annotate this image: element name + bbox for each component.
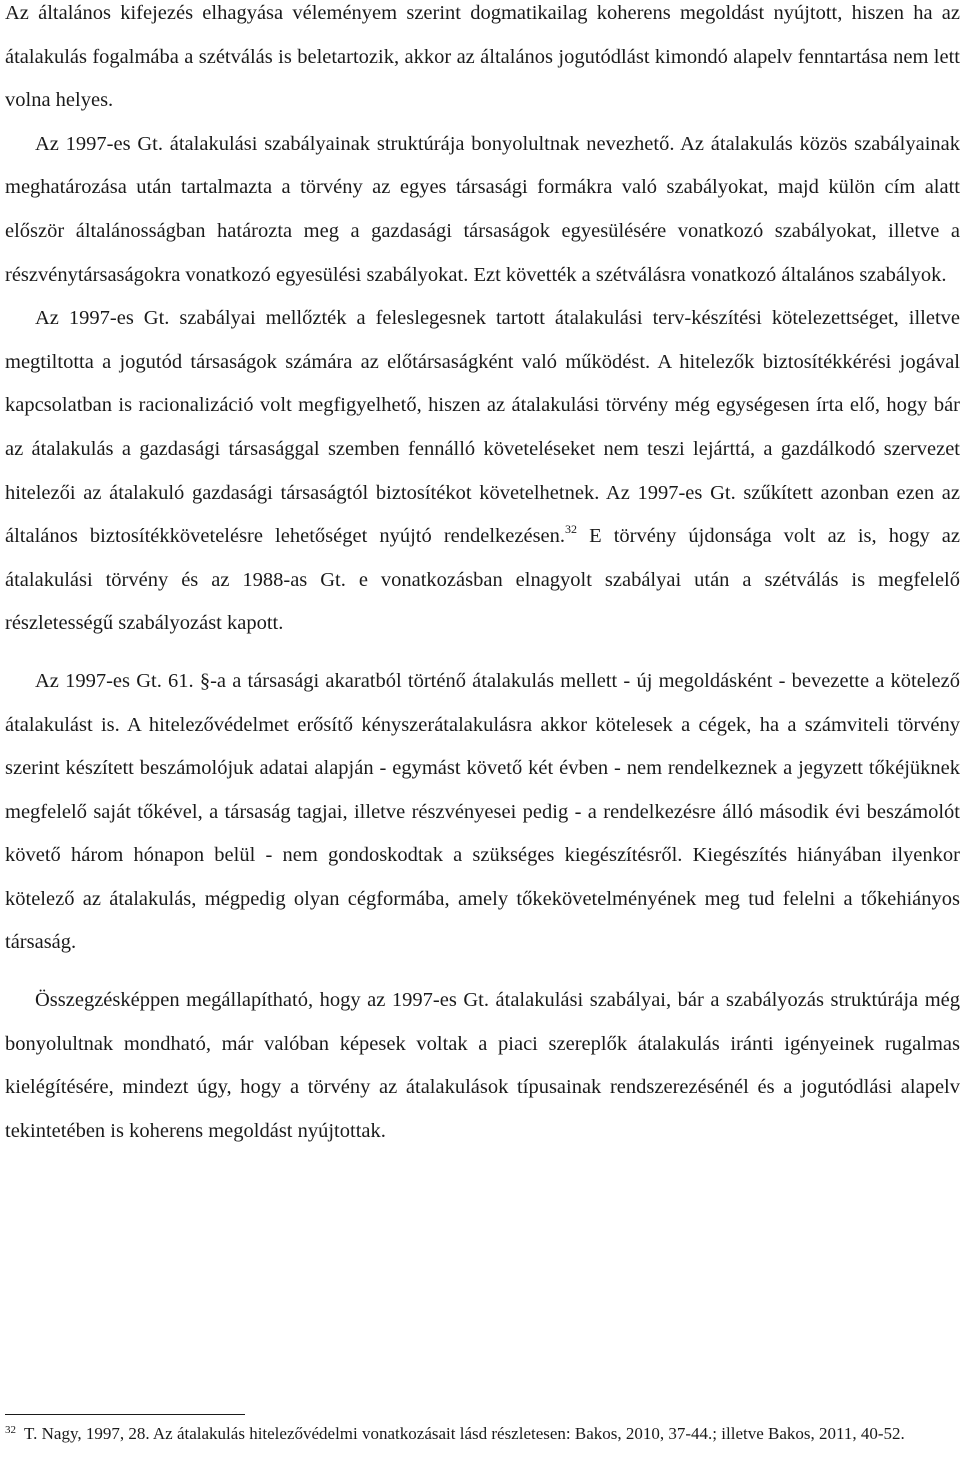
paragraph-1: Az általános kifejezés elhagyása véleményem szerint dogmatikailag koherens megoldást nyújtott, hiszen ha az átalakulás fogalmába a szétválás is beletartozik, akkor az általános jogutódlást kimondó alapelv fenntartása nem lett volna helyes. xyxy=(5,2,960,112)
footnote-number: 32 xyxy=(5,1424,16,1436)
paragraph-3-text-after: E törvény újdonsága volt az is, hogy az átalakulási törvény és az 1988-as Gt. e vonatkozásban elnagyolt szabályai után a szétválás is megfelelő részletességű szabályozást kapott. xyxy=(5,525,960,635)
footnote-separator xyxy=(5,1414,245,1415)
paragraph-5: Összegzésképpen megállapítható, hogy az 1997-es Gt. átalakulási szabályai, bár a szabályozás struktúrája még bonyolultnak mondható, már valóban képesek voltak a piaci szereplők átalakulás iránti igényeinek rugalmas kielégítésére, mindezt úgy, hogy a törvény az átalakulások típusainak rendszerezésénél és a jogutódlási alapelv tekintetében is koherens megoldást nyújtottak. xyxy=(5,989,960,1142)
paragraph-3 xyxy=(5,297,960,646)
paragraph-4: Az 1997-es Gt. 61. §-a a társasági akaratból történő átalakulás mellett - új megoldásként - bevezette a kötelező átalakulást is. A hitelezővédelmet erősítő kényszerátalakulásra akkor kötelesek a cégek, ha a számviteli törvény szerint készített beszámolójuk adatai alapján - egymást követő két évben - nem rendelkeznek a jegyzett tőkéjüknek megfelelő saját tőkével, a társaság tagjai, illetve részvényesei pedig - a rendelkezésre álló második évi beszámolót követő három hónapon belül - nem gondoskodtak a szükséges kiegészítésről. Kiegészítés hiányában ilyenkor kötelező az átalakulás, mégpedig olyan cégformába, amely tőkekövetelményének meg tud felelni a tőkehiányos társaság. xyxy=(5,669,960,954)
paragraph-2: Az 1997-es Gt. átalakulási szabályainak struktúrája bonyolultnak nevezhető. Az átalakulás közös szabályainak meghatározása után tartalmazta a törvény az egyes társasági formákra való szabályokat, majd külön cím alatt először általánosságban határozta meg a gazdasági társaságok egyesülésére vonatkozó szabályokat, illetve a részvénytársaságokra vonatkozó egyesülési szabályokat. Ezt követték a szétválásra vonatkozó általános szabályok. xyxy=(5,132,960,286)
footnote-reference[interactable]: 32 xyxy=(565,522,578,537)
document-body xyxy=(5,0,960,1153)
paragraph-gap xyxy=(5,646,960,660)
paragraph-3-text-before: Az 1997-es Gt. szabályai mellőzték a feleslegesnek tartott átalakulási terv-készítési kötelezettséget, illetve megtiltotta a jogutód társaságok számára az előtársaságként való működést. A hitelezők biztosítékkérési jogával kapcsolatban is racionalizáció volt megfigyelhető, hiszen az átalakulási törvény még egységesen írta elő, hogy bár az átalakulás a gazdasági társasággal szemben fennálló követeléseket nem teszi lejárttá, a gazdálkodó szervezet hitelezői az átalakuló gazdasági társaságtól biztosítékot követelhetnek. Az 1997-es Gt. szűkített azonban ezen az általános biztosítékkövetelésre lehetőséget nyújtó rendelkezésen. xyxy=(5,307,960,548)
footnote-text: T. Nagy, 1997, 28. Az átalakulás hitelezővédelmi vonatkozásait lásd részletesen: Bakos, 2010, 37-44.; illetve Bakos, 2011, 40-52. xyxy=(24,1424,905,1443)
footnote-area xyxy=(5,1414,960,1445)
paragraph-gap xyxy=(5,965,960,979)
footnote-32 xyxy=(5,1423,960,1445)
